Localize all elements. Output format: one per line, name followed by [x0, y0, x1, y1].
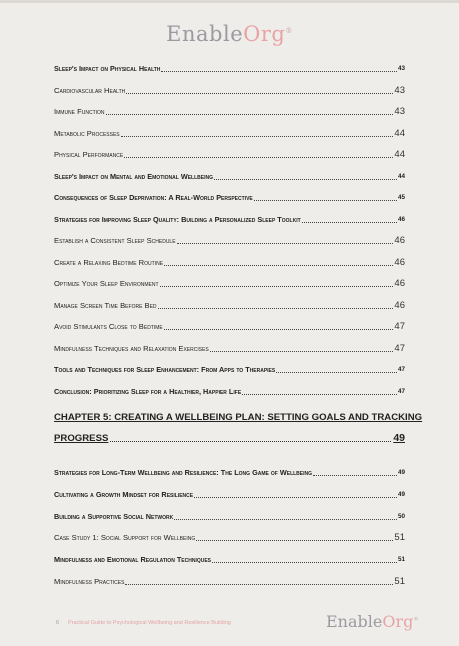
dot-leader: [276, 372, 397, 373]
toc-entry[interactable]: [54, 215, 405, 225]
toc-entry-label: Manage Screen Time Before Bed: [54, 300, 157, 310]
chapter-title-line2-row: [54, 432, 405, 444]
page-top-edge: [0, 0, 459, 3]
toc-entry-label: Tools and Techniques for Sleep Enhancement: From Apps to Therapies: [54, 365, 276, 374]
toc-entry[interactable]: [54, 577, 405, 587]
toc-entry-label: Case Study 1: Social Support for Wellbeing: [54, 533, 196, 543]
toc-entry-page-number: 46: [394, 235, 405, 246]
dot-leader: [126, 93, 393, 94]
logo-registered-mark: ®: [285, 27, 293, 35]
dot-leader: [110, 441, 391, 442]
toc-entry-page-number: 44: [397, 172, 405, 180]
toc-entry-page-number: 47: [394, 321, 405, 332]
toc-entry-label: Sleep's Impact on Physical Health: [54, 64, 161, 73]
footer-logo-org-text: Org: [382, 612, 414, 631]
dot-leader: [124, 157, 393, 158]
toc-entry[interactable]: [54, 387, 405, 397]
toc-entry[interactable]: [54, 150, 405, 160]
dot-leader: [174, 519, 397, 520]
toc-entry-page-number: 51: [394, 576, 405, 587]
toc-entry[interactable]: [54, 64, 405, 74]
page-footer: [0, 614, 459, 638]
toc-entry-page-number: 51: [397, 556, 405, 564]
toc-entry-label: Strategies for Improving Sleep Quality: Building a Personalized Sleep Toolkit: [54, 214, 301, 224]
toc-entry-page-number: 45: [397, 194, 405, 201]
dot-leader: [121, 136, 394, 137]
logo-enable-text: Enable: [166, 22, 244, 46]
toc-entry[interactable]: [54, 129, 405, 139]
dot-leader: [106, 114, 394, 115]
toc-entry-page-number: 49: [397, 469, 405, 476]
toc-entry-page-number: 51: [394, 532, 405, 544]
toc-entry-page-number: 44: [394, 127, 405, 139]
toc-entry-label: Establish a Consistent Sleep Schedule: [54, 236, 176, 245]
toc-entry-label: Strategies for Long-Term Wellbeing and Resilience: The Long Game of Wellbeing: [54, 468, 313, 477]
dot-leader: [302, 222, 397, 223]
dot-leader: [161, 71, 397, 72]
toc-entry-page-number: 46: [394, 256, 405, 268]
toc-entry[interactable]: [54, 107, 405, 117]
toc-entry-label: Consequences of Sleep Deprivation: A Real-World Perspective: [54, 193, 253, 202]
toc-entry[interactable]: [54, 301, 405, 311]
dot-leader: [160, 286, 394, 287]
toc-entry-page-number: 43: [394, 106, 405, 117]
footer-logo-registered-mark: ®: [413, 616, 419, 623]
toc-entry[interactable]: [54, 533, 405, 543]
footer-logo-enable-text: Enable: [326, 612, 383, 631]
toc-entry-label: Metabolic Processes: [54, 128, 120, 138]
toc-entry-page-number: 47: [397, 387, 405, 395]
enableorg-logo: [0, 22, 459, 46]
toc-entry-label: Optimize Your Sleep Environment: [54, 279, 159, 288]
toc-entry-label: Cardiovascular Health: [54, 85, 126, 95]
toc-entry-label: Mindfulness and Emotional Regulation Techniques: [54, 555, 212, 565]
toc-entry[interactable]: [54, 172, 405, 182]
toc-entry[interactable]: [54, 365, 405, 375]
toc-entry[interactable]: [54, 322, 405, 332]
toc-entry-page-number: 44: [394, 149, 405, 160]
dot-leader: [158, 308, 394, 309]
toc-entry[interactable]: [54, 512, 405, 522]
toc-entry-label: Sleep's Impact on Mental and Emotional Wellbeing: [54, 171, 213, 181]
toc-entry[interactable]: [54, 555, 405, 565]
toc-entry[interactable]: [54, 236, 405, 246]
toc-entry-page-number: 47: [397, 366, 405, 373]
toc-entry-label: Create a Relaxing Bedtime Routine: [54, 257, 164, 267]
toc-entry-label: Mindfulness Practices: [54, 577, 125, 586]
dot-leader: [164, 329, 394, 330]
dot-leader: [210, 351, 394, 352]
chapter-page-number: 49: [393, 432, 405, 444]
chapter-title-line2: PROGRESS: [54, 433, 109, 444]
toc-entry-page-number: 43: [394, 84, 405, 96]
footer-enableorg-logo: [326, 612, 418, 631]
toc-entry-page-number: 43: [397, 65, 405, 72]
dot-leader: [164, 265, 393, 266]
toc-entry-label: Mindfulness Techniques and Relaxation Exercises: [54, 343, 209, 353]
dot-leader: [196, 540, 393, 541]
toc-entry-label: Physical Performance: [54, 150, 124, 159]
dot-leader: [194, 497, 397, 498]
logo-org-text: Org: [243, 22, 286, 46]
dot-leader: [125, 584, 393, 585]
dot-leader: [254, 200, 397, 201]
toc-entry-page-number: 46: [394, 278, 405, 289]
toc-entry[interactable]: [54, 468, 405, 478]
dot-leader: [177, 243, 394, 244]
toc-entry-label: Conclusion: Prioritizing Sleep for a Healthier, Happier Life: [54, 386, 242, 396]
toc-entry-page-number: 46: [397, 215, 405, 223]
dot-leader: [212, 562, 397, 563]
toc-entry-label: Cultivating a Growth Mindset for Resilience: [54, 489, 194, 499]
toc-entry-label: Immune Function: [54, 107, 105, 116]
toc-entry[interactable]: [54, 490, 405, 500]
toc-entry-label: Building a Supportive Social Network: [54, 511, 174, 521]
toc-entry[interactable]: [54, 279, 405, 289]
dot-leader: [214, 179, 397, 180]
toc-entry-page-number: 50: [397, 512, 405, 520]
chapter-title-line1: CHAPTER 5: CREATING A WELLBEING PLAN: SETTING GOALS AND TRACKING: [54, 412, 423, 423]
toc-entry-page-number: 49: [397, 490, 405, 498]
footer-page-number: 6: [56, 620, 60, 626]
toc-entry-page-number: 46: [394, 299, 405, 311]
toc-entry[interactable]: [54, 86, 405, 96]
toc-entry-page-number: 47: [394, 342, 405, 354]
dot-leader: [313, 475, 397, 476]
toc-entry-label: Avoid Stimulants Close to Bedtime: [54, 322, 163, 331]
toc-entry[interactable]: [54, 258, 405, 268]
dot-leader: [242, 394, 397, 395]
footer-book-title: Practical Guide to Psychological Wellbeing and Resilience Building: [68, 620, 231, 626]
toc-entry[interactable]: [54, 344, 405, 354]
toc-entry[interactable]: [54, 193, 405, 203]
